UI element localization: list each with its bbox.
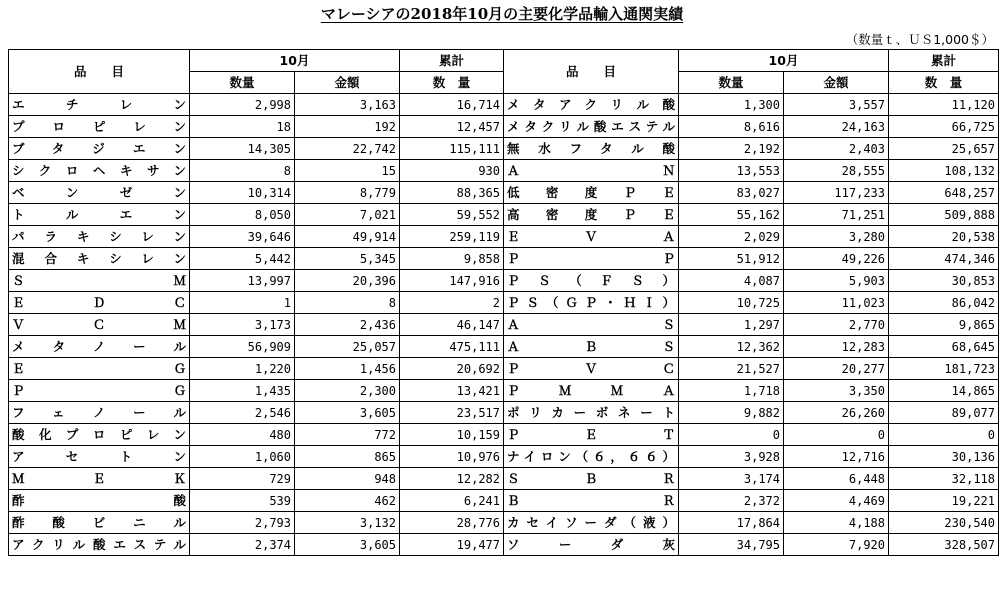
qty-left: 3,173 (190, 314, 295, 336)
table-row (9, 182, 999, 204)
cum-qty-left: 20,692 (400, 358, 504, 380)
table-row (9, 512, 999, 534)
item-name-left: トルエン (9, 204, 190, 226)
amount-left: 3,132 (295, 512, 400, 534)
qty-left: 2,546 (190, 402, 295, 424)
qty-right: 3,174 (679, 468, 784, 490)
item-name-right: ＡＢＳ (504, 336, 679, 358)
qty-left: 729 (190, 468, 295, 490)
cum-qty-right: 328,507 (889, 534, 999, 556)
item-name-left: メタノール (9, 336, 190, 358)
qty-left: 1,060 (190, 446, 295, 468)
table-row (9, 402, 999, 424)
item-name-left: ＥＧ (9, 358, 190, 380)
item-name-left: ブタジエン (9, 138, 190, 160)
amount-right: 20,277 (784, 358, 889, 380)
cum-qty-left: 115,111 (400, 138, 504, 160)
amount-left: 7,021 (295, 204, 400, 226)
cum-qty-left: 259,119 (400, 226, 504, 248)
qty-left: 18 (190, 116, 295, 138)
qty-left: 1,435 (190, 380, 295, 402)
item-name-right: メタアクリル酸 (504, 94, 679, 116)
amount-left: 8,779 (295, 182, 400, 204)
item-name-right: メタクリル酸エステル (504, 116, 679, 138)
item-name-left: ベンゼン (9, 182, 190, 204)
amount-right: 28,555 (784, 160, 889, 182)
cum-qty-left: 147,916 (400, 270, 504, 292)
qty-left: 14,305 (190, 138, 295, 160)
cum-qty-right: 89,077 (889, 402, 999, 424)
cum-qty-right: 181,723 (889, 358, 999, 380)
amount-left: 948 (295, 468, 400, 490)
amount-right: 26,260 (784, 402, 889, 424)
table-row (9, 490, 999, 512)
cum-qty-right: 30,853 (889, 270, 999, 292)
qty-right: 55,162 (679, 204, 784, 226)
amount-left: 192 (295, 116, 400, 138)
header-amount-right: 金額 (784, 72, 889, 94)
qty-right: 83,027 (679, 182, 784, 204)
item-name-right: 低密度ＰＥ (504, 182, 679, 204)
table-row (9, 160, 999, 182)
cum-qty-right: 30,136 (889, 446, 999, 468)
qty-right: 0 (679, 424, 784, 446)
amount-right: 2,403 (784, 138, 889, 160)
item-name-right: ＰＥＴ (504, 424, 679, 446)
qty-right: 2,192 (679, 138, 784, 160)
item-name-right: ＳＢＲ (504, 468, 679, 490)
cum-qty-right: 25,657 (889, 138, 999, 160)
amount-left: 772 (295, 424, 400, 446)
item-name-right: ＡＮ (504, 160, 679, 182)
table-row (9, 314, 999, 336)
table-row (9, 380, 999, 402)
amount-right: 11,023 (784, 292, 889, 314)
table-row (9, 336, 999, 358)
item-name-left: 酢酸ビニル (9, 512, 190, 534)
item-name-right: ＰＶＣ (504, 358, 679, 380)
cum-qty-left: 46,147 (400, 314, 504, 336)
cum-qty-left: 59,552 (400, 204, 504, 226)
cum-qty-left: 88,365 (400, 182, 504, 204)
qty-left: 2,998 (190, 94, 295, 116)
cum-qty-right: 14,865 (889, 380, 999, 402)
item-name-right: 無水フタル酸 (504, 138, 679, 160)
item-name-right: ＡＳ (504, 314, 679, 336)
amount-right: 12,716 (784, 446, 889, 468)
amount-left: 3,605 (295, 534, 400, 556)
cum-qty-left: 930 (400, 160, 504, 182)
cum-qty-left: 28,776 (400, 512, 504, 534)
amount-right: 3,557 (784, 94, 889, 116)
cum-qty-right: 11,120 (889, 94, 999, 116)
header-item-left: 品 目 (9, 50, 190, 94)
amount-right: 5,903 (784, 270, 889, 292)
amount-left: 865 (295, 446, 400, 468)
qty-left: 10,314 (190, 182, 295, 204)
amount-left: 8 (295, 292, 400, 314)
qty-right: 10,725 (679, 292, 784, 314)
item-name-right: ソーダ灰 (504, 534, 679, 556)
qty-right: 2,372 (679, 490, 784, 512)
item-name-left: 混合キシレン (9, 248, 190, 270)
amount-left: 20,396 (295, 270, 400, 292)
cum-qty-right: 648,257 (889, 182, 999, 204)
cum-qty-left: 475,111 (400, 336, 504, 358)
qty-left: 5,442 (190, 248, 295, 270)
amount-right: 3,350 (784, 380, 889, 402)
item-name-right: ＰＳ（ＧＰ・ＨＩ） (504, 292, 679, 314)
header-cum-qty-right: 数 量 (889, 72, 999, 94)
amount-right: 117,233 (784, 182, 889, 204)
amount-left: 15 (295, 160, 400, 182)
amount-right: 12,283 (784, 336, 889, 358)
table-row (9, 468, 999, 490)
amount-right: 7,920 (784, 534, 889, 556)
item-name-left: パラキシレン (9, 226, 190, 248)
header-month-left: 10月 (190, 50, 400, 72)
cum-qty-right: 108,132 (889, 160, 999, 182)
item-name-left: アセトン (9, 446, 190, 468)
table-row (9, 204, 999, 226)
amount-right: 2,770 (784, 314, 889, 336)
amount-left: 25,057 (295, 336, 400, 358)
amount-left: 5,345 (295, 248, 400, 270)
cum-qty-left: 12,282 (400, 468, 504, 490)
qty-left: 1,220 (190, 358, 295, 380)
amount-right: 71,251 (784, 204, 889, 226)
qty-right: 21,527 (679, 358, 784, 380)
amount-left: 49,914 (295, 226, 400, 248)
amount-left: 1,456 (295, 358, 400, 380)
amount-left: 3,605 (295, 402, 400, 424)
qty-left: 1 (190, 292, 295, 314)
table-row (9, 534, 999, 556)
table-row (9, 424, 999, 446)
qty-left: 39,646 (190, 226, 295, 248)
item-name-left: ＳＭ (9, 270, 190, 292)
header-month-right: 10月 (679, 50, 889, 72)
qty-right: 1,718 (679, 380, 784, 402)
cum-qty-right: 32,118 (889, 468, 999, 490)
cum-qty-right: 230,540 (889, 512, 999, 534)
qty-right: 9,882 (679, 402, 784, 424)
qty-right: 8,616 (679, 116, 784, 138)
qty-right: 12,362 (679, 336, 784, 358)
item-name-right: ポリカーボネート (504, 402, 679, 424)
item-name-right: ＥＶＡ (504, 226, 679, 248)
item-name-right: ＰＭＭＡ (504, 380, 679, 402)
item-name-left: ＰＧ (9, 380, 190, 402)
cum-qty-right: 19,221 (889, 490, 999, 512)
cum-qty-left: 12,457 (400, 116, 504, 138)
amount-right: 6,448 (784, 468, 889, 490)
qty-right: 1,297 (679, 314, 784, 336)
item-name-right: ナイロン（６，６６） (504, 446, 679, 468)
cum-qty-left: 23,517 (400, 402, 504, 424)
cum-qty-left: 6,241 (400, 490, 504, 512)
qty-right: 34,795 (679, 534, 784, 556)
item-name-left: ＶＣＭ (9, 314, 190, 336)
cum-qty-left: 9,858 (400, 248, 504, 270)
table-row (9, 138, 999, 160)
amount-left: 2,436 (295, 314, 400, 336)
amount-left: 22,742 (295, 138, 400, 160)
table-row (9, 116, 999, 138)
cum-qty-left: 16,714 (400, 94, 504, 116)
amount-left: 3,163 (295, 94, 400, 116)
cum-qty-left: 10,976 (400, 446, 504, 468)
amount-right: 24,163 (784, 116, 889, 138)
cum-qty-right: 509,888 (889, 204, 999, 226)
header-qty-right: 数量 (679, 72, 784, 94)
item-name-left: ＥＤＣ (9, 292, 190, 314)
qty-right: 1,300 (679, 94, 784, 116)
item-name-right: カセイソーダ（液） (504, 512, 679, 534)
item-name-left: アクリル酸エステル (9, 534, 190, 556)
qty-left: 480 (190, 424, 295, 446)
cum-qty-left: 13,421 (400, 380, 504, 402)
qty-right: 51,912 (679, 248, 784, 270)
item-name-right: ＰＳ（ＦＳ） (504, 270, 679, 292)
amount-right: 49,226 (784, 248, 889, 270)
table-row (9, 226, 999, 248)
cum-qty-right: 66,725 (889, 116, 999, 138)
amount-right: 3,280 (784, 226, 889, 248)
table-row (9, 94, 999, 116)
qty-left: 13,997 (190, 270, 295, 292)
cum-qty-left: 10,159 (400, 424, 504, 446)
item-name-left: シクロヘキサン (9, 160, 190, 182)
item-name-left: エチレン (9, 94, 190, 116)
qty-left: 8 (190, 160, 295, 182)
cum-qty-right: 68,645 (889, 336, 999, 358)
qty-right: 17,864 (679, 512, 784, 534)
qty-left: 2,374 (190, 534, 295, 556)
header-qty-left: 数量 (190, 72, 295, 94)
amount-right: 4,469 (784, 490, 889, 512)
qty-left: 539 (190, 490, 295, 512)
header-cumulative-right: 累計 (889, 50, 999, 72)
unit-note: （数量ｔ、ＵＳ1,000＄） (845, 32, 994, 47)
table-row (9, 446, 999, 468)
table-row (9, 358, 999, 380)
qty-right: 13,553 (679, 160, 784, 182)
table-body (9, 94, 999, 556)
document-title: マレーシアの2018年10月の主要化学品輸入通関実績 (320, 5, 684, 23)
item-name-left: フェノール (9, 402, 190, 424)
item-name-left: 酢酸 (9, 490, 190, 512)
qty-left: 56,909 (190, 336, 295, 358)
header-cum-qty-left: 数 量 (400, 72, 504, 94)
cum-qty-right: 9,865 (889, 314, 999, 336)
table-row (9, 292, 999, 314)
cum-qty-right: 0 (889, 424, 999, 446)
cum-qty-right: 20,538 (889, 226, 999, 248)
amount-right: 4,188 (784, 512, 889, 534)
amount-right: 0 (784, 424, 889, 446)
item-name-right: 高密度ＰＥ (504, 204, 679, 226)
item-name-left: ＭＥＫ (9, 468, 190, 490)
cum-qty-right: 474,346 (889, 248, 999, 270)
qty-right: 4,087 (679, 270, 784, 292)
item-name-left: プロピレン (9, 116, 190, 138)
qty-left: 8,050 (190, 204, 295, 226)
cum-qty-left: 2 (400, 292, 504, 314)
amount-left: 2,300 (295, 380, 400, 402)
item-name-right: ＢＲ (504, 490, 679, 512)
qty-right: 2,029 (679, 226, 784, 248)
header-amount-left: 金額 (295, 72, 400, 94)
item-name-right: ＰＰ (504, 248, 679, 270)
cum-qty-right: 86,042 (889, 292, 999, 314)
amount-left: 462 (295, 490, 400, 512)
table-row (9, 248, 999, 270)
cum-qty-left: 19,477 (400, 534, 504, 556)
qty-left: 2,793 (190, 512, 295, 534)
table-row (9, 270, 999, 292)
header-cumulative-left: 累計 (400, 50, 504, 72)
header-item-right: 品 目 (504, 50, 679, 94)
item-name-left: 酸化プロピレン (9, 424, 190, 446)
import-table (8, 49, 999, 556)
qty-right: 3,928 (679, 446, 784, 468)
